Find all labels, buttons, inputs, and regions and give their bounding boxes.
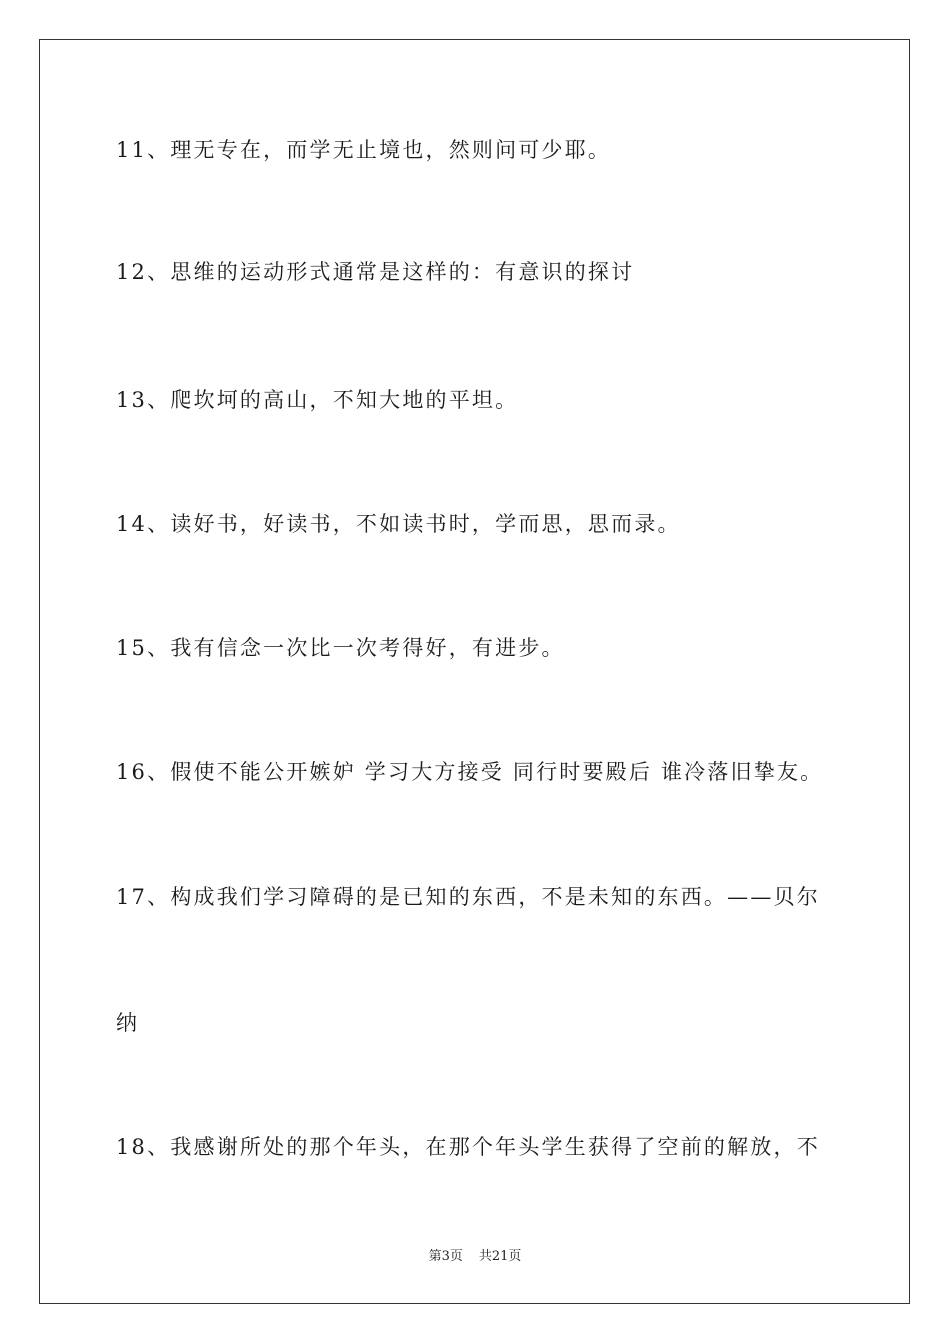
quote-line-17: 17、构成我们学习障碍的是已知的东西，不是未知的东西。——贝尔: [116, 885, 820, 909]
quote-line-17-continued: 纳: [116, 1011, 140, 1035]
quote-line-12: 12、思维的运动形式通常是这样的：有意识的探讨: [116, 260, 635, 284]
page-number: 第3页: [428, 1249, 463, 1264]
page-footer: [0, 1248, 950, 1266]
total-pages: 共21页: [478, 1249, 522, 1264]
quote-line-13: 13、爬坎坷的高山，不知大地的平坦。: [116, 388, 519, 412]
page-border: [39, 39, 910, 1304]
quote-line-15: 15、我有信念一次比一次考得好，有进步。: [116, 636, 565, 660]
quote-line-16: 16、假使不能公开嫉妒 学习大方接受 同行时要殿后 谁冷落旧挚友。: [116, 760, 824, 784]
quote-line-18: 18、我感谢所处的那个年头，在那个年头学生获得了空前的解放，不: [116, 1135, 820, 1159]
quote-line-14: 14、读好书，好读书，不如读书时，学而思，思而录。: [116, 512, 681, 536]
quote-line-11: 11、理无专在，而学无止境也，然则问可少耶。: [116, 138, 612, 162]
